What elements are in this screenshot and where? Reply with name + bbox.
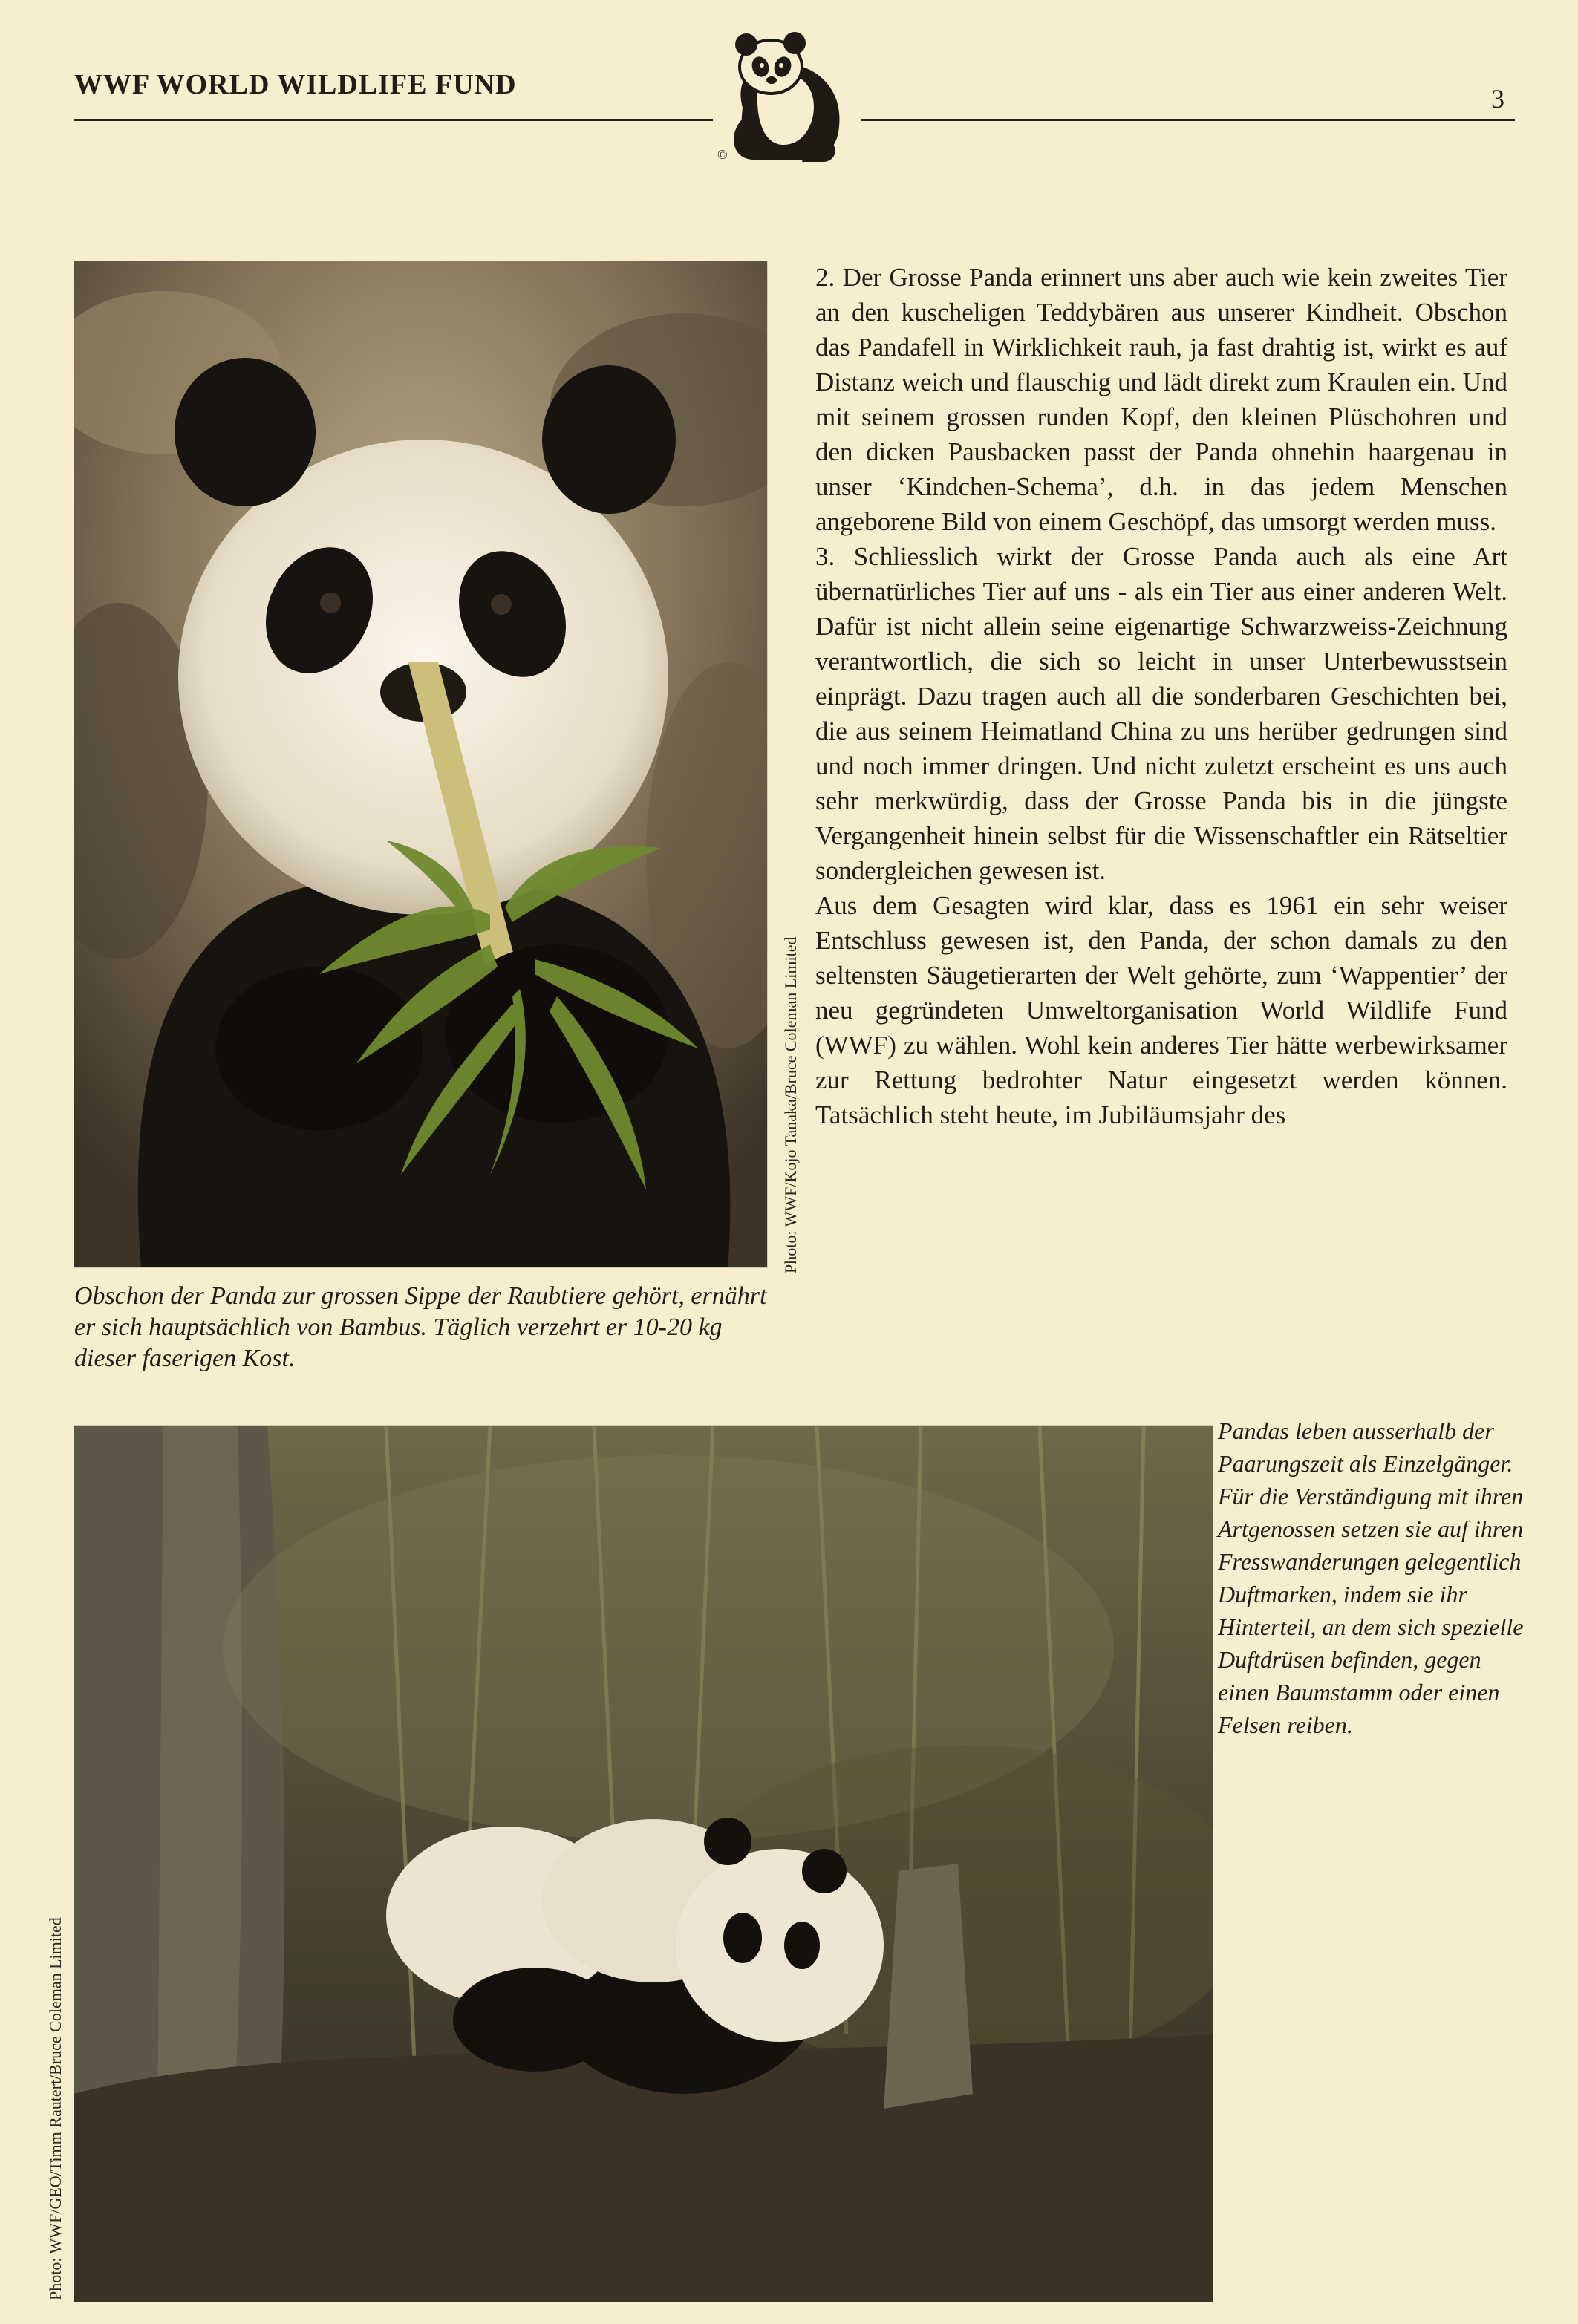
body-paragraph: Aus dem Gesagten wird klar, dass es 1961 ein sehr weiser Entschluss gewesen ist, den Panda, der schon damals zu den seltensten Säugetierarten der Welt gehörte, zum ‘Wappentier’ der neu gegründeten Umweltorganisation World Wildlife Fund (WWF) zu wählen. Wohl kein anderes Tier hätte werbewirksamer zur Rettung bedrohter Natur eingesetzt werden können. Tatsächlich steht heute, im Jubiläumsjahr des — [815, 891, 1507, 1129]
caption-bottom-photo: Pandas leben ausserhalb der Paarungszeit als Einzelgänger. Für die Verständigung mit ihren Artgenossen setzen sie auf ihren Fresswanderungen gelegentlich Duftmarken, indem sie ihr Hinterteil, an dem sich spezielle Duftdrüsen befinden, gegen einen Baumstamm oder einen Felsen reiben. — [1218, 1417, 1524, 1738]
photo-panda-eating-bamboo — [74, 261, 767, 1267]
caption-top-photo: Obschon der Panda zur grossen Sippe der Raubtiere gehört, ernährt er sich hauptsächlich von Bambus. Täglich verzehrt er 10-20 kg dieser faserigen Kost. — [74, 1282, 767, 1372]
body-paragraph: 3. Schliesslich wirkt der Grosse Panda auch als eine Art übernatürliches Tier auf uns - als ein Tier aus einer anderen Welt. Dafür ist nicht allein seine eigenartige Schwarzweiss-Zeichnung verantwortlich, die sich so leicht in unser Unterbewusstsein einprägt. Dazu tragen auch all die sonderbaren Geschichten bei, die aus seinem Heimatland China zu uns herüber gedrungen sind und noch immer dringen. Und nicht zuletzt erscheint es uns auch sehr merkwürdig, dass der Grosse Panda bis in die jüngste Vergangenheit hinein selbst für die Wissenschaftler ein Rätseltier sondergleichen gewesen ist. — [815, 542, 1507, 885]
logo-copyright: © — [717, 147, 728, 162]
photo-credit-bottom: Photo: WWF/GEO/Timm Rautert/Bruce Coleman Limited — [46, 1917, 65, 2300]
page-number: 3 — [1491, 84, 1504, 114]
photo-credit-top: Photo: WWF/Kojo Tanaka/Bruce Coleman Limited — [781, 936, 800, 1273]
header-title: WWF WORLD WILDLIFE FUND — [74, 69, 517, 100]
article-body — [815, 260, 1507, 1132]
wwf-panda-logo — [713, 22, 861, 167]
body-paragraph: 2. Der Grosse Panda erinnert uns aber auch wie kein zweites Tier an den kuscheligen Teddybären aus unserer Kindheit. Obschon das Pandafell in Wirklichkeit rauh, ja fast drahtig ist, wirkt es auf Distanz weich und flauschig und lädt direkt zum Kraulen ein. Und mit seinem grossen runden Kopf, den kleinen Plüschohren und den dicken Pausbacken passt der Panda ohnehin haargenau in unser ‘Kindchen-Schema’, d.h. in das jedem Menschen angeborene Bild von einem Geschöpf, das umsorgt werden muss. — [815, 263, 1507, 536]
photo-panda-in-forest — [74, 1426, 1213, 2302]
